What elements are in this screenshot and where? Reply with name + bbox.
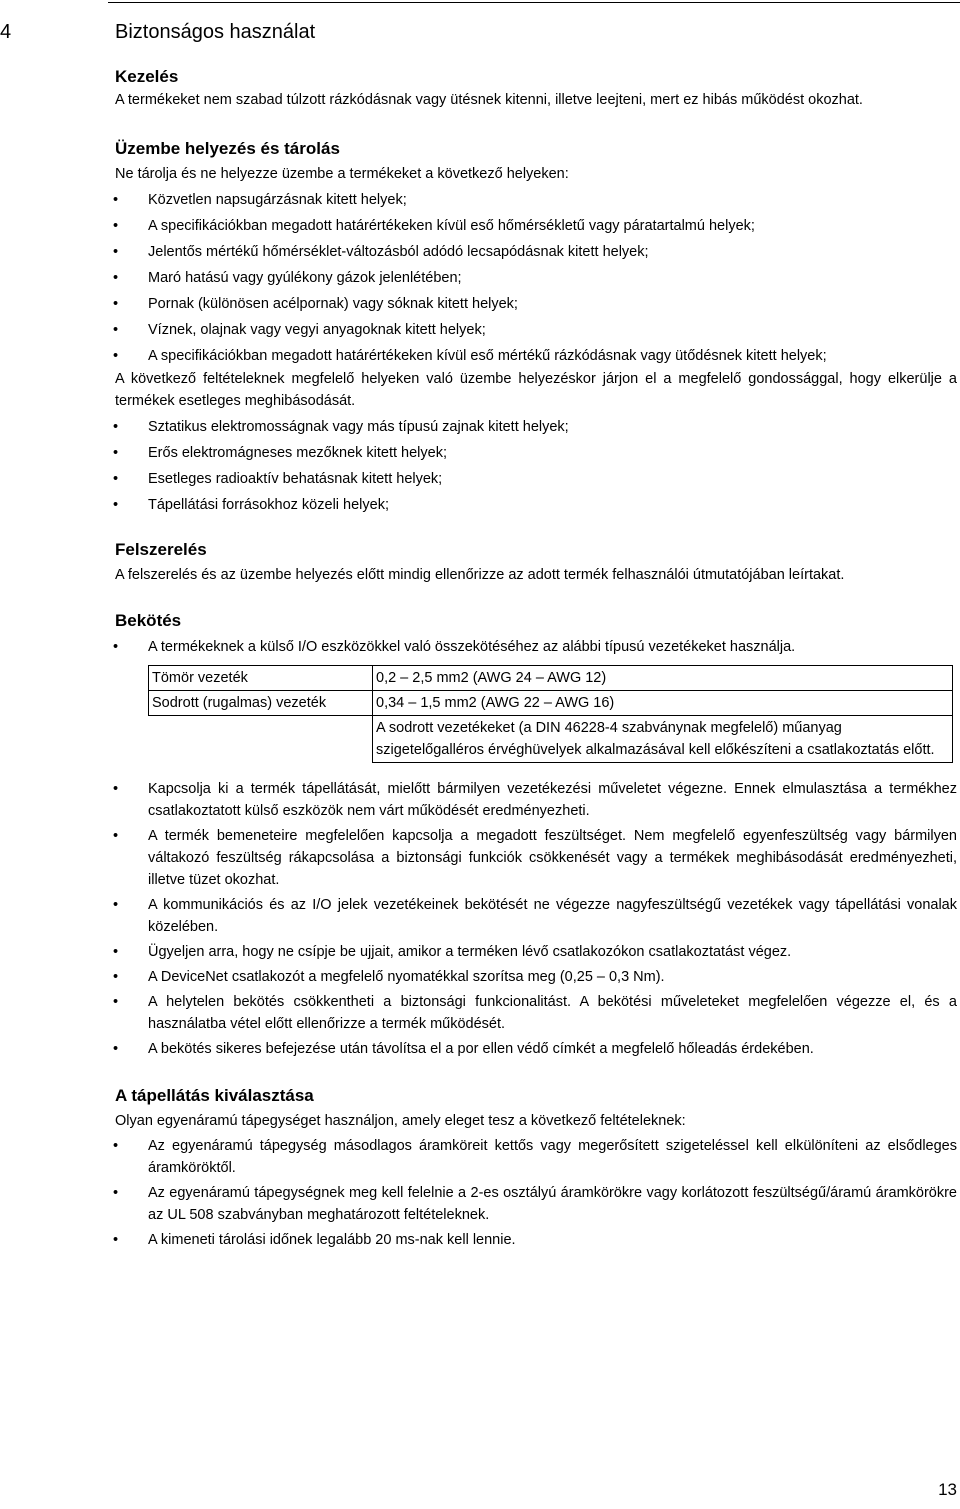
paragraph-kezeles: A termékeket nem szabad túlzott rázkódásnak vagy ütésnek kitenni, illetve leejteni, mert ez hibás működést okozhat. bbox=[115, 92, 863, 108]
list-item: • A helytelen bekötés csökkentheti a biztonsági funkcionalitást. A bekötési műveleteket megfelelően végezze el, és a használatba vétel előtt ellenőrizze a termék működését. bbox=[115, 991, 957, 1035]
list-bekotes-rules bbox=[115, 778, 957, 1060]
table-cell: 0,2 – 2,5 mm2 (AWG 24 – AWG 12) bbox=[373, 666, 953, 691]
list-item: • Maró hatású vagy gyúlékony gázok jelenlétében; bbox=[115, 267, 957, 289]
table-row bbox=[149, 691, 953, 716]
list-item: • A specifikációkban megadott határértékeken kívül eső mértékű rázkódásnak vagy ütődésnek kitett helyek; bbox=[115, 345, 957, 367]
chapter-title: Biztonságos használat bbox=[115, 21, 316, 43]
list-item: • A DeviceNet csatlakozót a megfelelő nyomatékkal szorítsa meg (0,25 – 0,3 Nm). bbox=[115, 966, 957, 988]
section-bekotes bbox=[115, 610, 957, 1060]
list-bekotes-intro bbox=[115, 636, 957, 658]
table-row bbox=[149, 716, 953, 763]
list-item: • Ügyeljen arra, hogy ne csípje be ujjait, amikor a terméken lévő csatlakozókon csatlakoztatást végez. bbox=[115, 941, 957, 963]
table-cell-note: A sodrott vezetékeket (a DIN 46228-4 szabványnak megfelelő) műanyag szigetelőgalléros érvéghüvelyek alkalmazásával kell előkészíteni a csatlakoztatás előtt. bbox=[373, 716, 953, 763]
table-cell-empty bbox=[149, 716, 373, 763]
section-tapellatas bbox=[115, 1085, 957, 1251]
paragraph-tapellatas-intro: Olyan egyenáramú tápegységet használjon, amely eleget tesz a következő feltételeknek: bbox=[115, 1113, 686, 1129]
page-number: 13 bbox=[938, 1480, 957, 1499]
paragraph-uzembe-middle: A következő feltételeknek megfelelő helyeken való üzembe helyezéskor járjon el a megfelelő gondossággal, hogy elkerülje a termékek esetleges meghibásodását. bbox=[115, 371, 957, 409]
heading-kezeles: Kezelés bbox=[115, 67, 179, 86]
heading-tapellatas: A tápellátás kiválasztása bbox=[115, 1086, 314, 1105]
list-item: • A kimeneti tárolási időnek legalább 20 ms-nak kell lennie. bbox=[115, 1229, 957, 1251]
table-cell: 0,34 – 1,5 mm2 (AWG 22 – AWG 16) bbox=[373, 691, 953, 716]
list-item: • Erős elektromágneses mezőknek kitett helyek; bbox=[115, 442, 957, 464]
paragraph-felszereles: A felszerelés és az üzembe helyezés előtt mindig ellenőrizze az adott termék felhasználói útmutatójában leírtakat. bbox=[115, 567, 845, 583]
table-cell: Sodrott (rugalmas) vezeték bbox=[149, 691, 373, 716]
list-item: • Kapcsolja ki a termék tápellátását, mielőtt bármilyen vezetékezési műveletet végezne. Ennek elmulasztása a termékhez csatlakoztatott külső eszközök nem várt működését eredményezheti. bbox=[115, 778, 957, 822]
list-item: • Jelentős mértékű hőmérséklet-változásból adódó lecsapódásnak kitett helyek; bbox=[115, 241, 957, 263]
list-item: • A termékeknek a külső I/O eszközökkel való összekötéséhez az alábbi típusú vezetékeket használja. bbox=[115, 636, 957, 658]
list-item: • Közvetlen napsugárzásnak kitett helyek; bbox=[115, 189, 957, 211]
list-tapellatas bbox=[115, 1135, 957, 1251]
list-item: • A termék bemeneteire megfelelően kapcsolja a megadott feszültséget. Nem megfelelő egyenfeszültség vagy bármilyen váltakozó feszültség rákapcsolása a biztonsági funkciók csökkenését vagy a termékek meghibásodását eredményezheti, illetve tüzet okozhat. bbox=[115, 825, 957, 891]
list-item: • Tápellátási forrásokhoz közeli helyek; bbox=[115, 494, 957, 516]
list-item: • Sztatikus elektromosságnak vagy más típusú zajnak kitett helyek; bbox=[115, 416, 957, 438]
list-item: • Pornak (különösen acélpornak) vagy sóknak kitett helyek; bbox=[115, 293, 957, 315]
list-uzembe-conditions bbox=[115, 416, 957, 516]
chapter-number: 4 bbox=[0, 21, 12, 43]
heading-felszereles: Felszerelés bbox=[115, 540, 207, 559]
table-row bbox=[149, 666, 953, 691]
section-uzembe bbox=[115, 138, 957, 516]
heading-bekotes: Bekötés bbox=[115, 611, 182, 630]
section-felszereles bbox=[115, 539, 957, 586]
table-cell: Tömör vezeték bbox=[149, 666, 373, 691]
header-rule bbox=[108, 2, 960, 3]
list-item: • A bekötés sikeres befejezése után távolítsa el a por ellen védő címkét a megfelelő hőleadás érdekében. bbox=[115, 1038, 957, 1060]
list-item: • A kommunikációs és az I/O jelek vezetékeinek bekötését ne végezze nagyfeszültségű vezetékek vagy tápellátási vonalak közelében. bbox=[115, 894, 957, 938]
list-uzembe-locations bbox=[115, 189, 957, 367]
list-item: • A specifikációkban megadott határértékeken kívül eső hőmérsékletű vagy páratartalmú helyek; bbox=[115, 215, 957, 237]
list-item: • Esetleges radioaktív behatásnak kitett helyek; bbox=[115, 468, 957, 490]
list-item: • Az egyenáramú tápegység másodlagos áramköreit kettős vagy megerősített szigeteléssel kell elkülöníteni az elsődleges áramköröktől. bbox=[115, 1135, 957, 1179]
page-content bbox=[115, 66, 957, 1251]
wire-spec-table bbox=[148, 665, 953, 763]
paragraph-uzembe-intro: Ne tárolja és ne helyezze üzembe a termékeket a következő helyeken: bbox=[115, 166, 569, 182]
section-kezeles bbox=[115, 66, 957, 111]
list-item: • Az egyenáramú tápegységnek meg kell felelnie a 2-es osztályú áramkörökre vagy korlátozott feszültségű/áramú áramkörökre az UL 508 szabványban meghatározott feltételeknek. bbox=[115, 1182, 957, 1226]
list-item: • Víznek, olajnak vagy vegyi anyagoknak kitett helyek; bbox=[115, 319, 957, 341]
heading-uzembe: Üzembe helyezés és tárolás bbox=[115, 139, 340, 158]
